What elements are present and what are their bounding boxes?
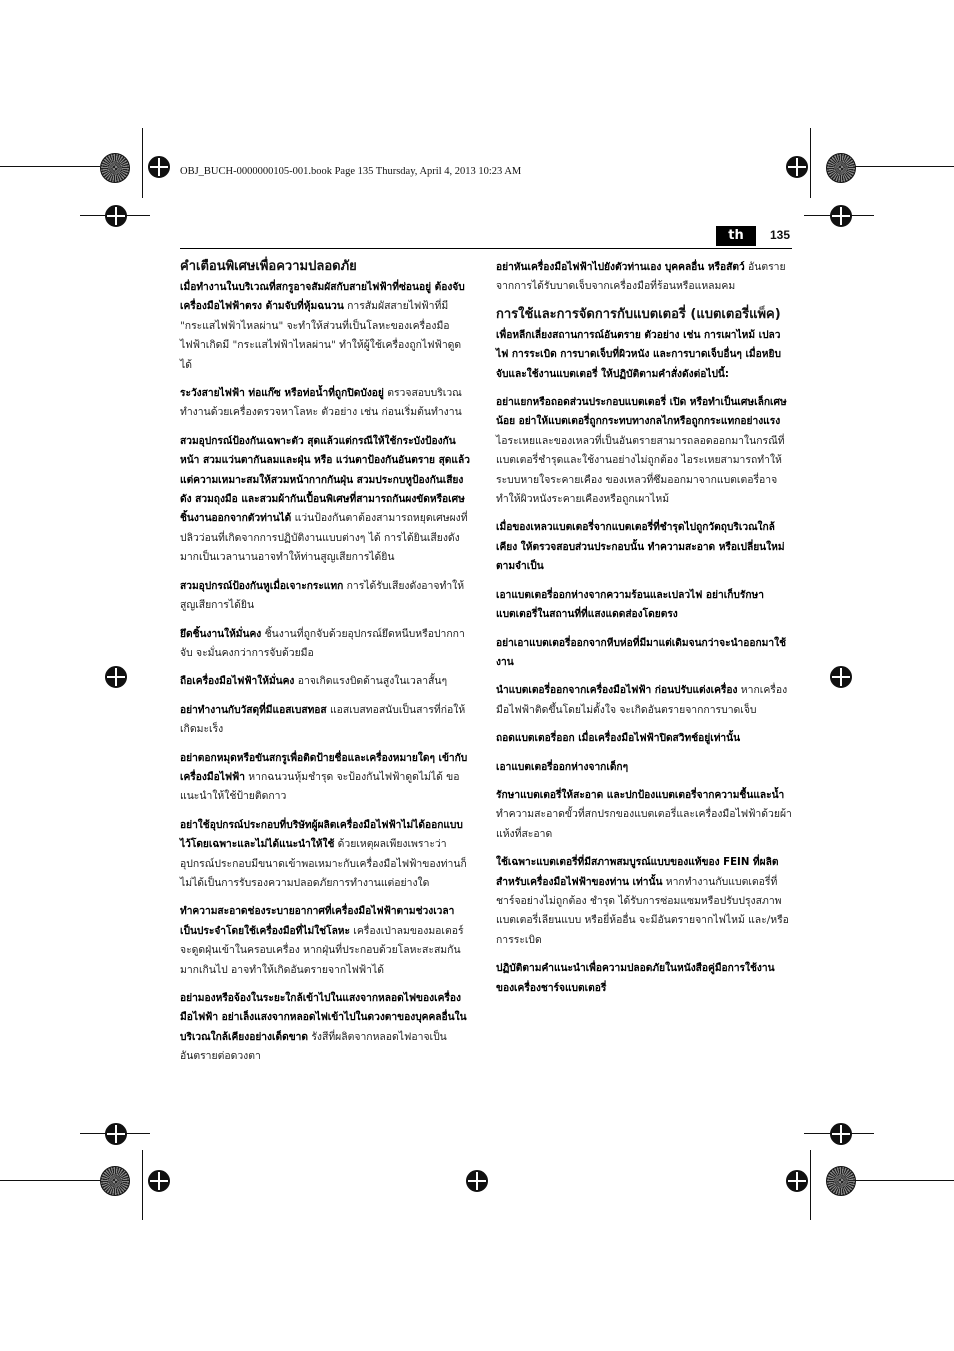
color-wheel-icon — [100, 153, 130, 183]
paragraph-text: หากทำงานกับแบตเตอรี่ที่ชาร์จอย่างไม่ถูกต้อง ชำรุด ได้รับการซ่อมแซมหรือปรับปรุงสภาพ แบตเตอรี่เลียนแบบ หรือยี่ห้ออื่น จะมีอันตรายจากไฟไหม้ และ/หรือ การระเบิด — [496, 875, 789, 946]
paragraph — [180, 672, 470, 691]
paragraph-text: ชิ้นงานที่ถูกจับด้วยอุปกรณ์ยึดหนีบหรือปากกาจับ จะมั่นคงกว่าการจับด้วยมือ — [180, 627, 465, 659]
paragraph — [180, 625, 470, 664]
crop-line — [142, 1150, 143, 1220]
paragraph — [180, 278, 470, 375]
paragraph — [180, 701, 470, 740]
paragraph-text: รังสีที่ผลิตจากหลอดไฟอาจเป็นอันตรายต่อดวงตา — [180, 1030, 447, 1063]
paragraph-bold: อย่าแยกหรือถอดส่วนประกอบแบตเตอรี่ เปิด หรือทำเป็นเศษเล็กเศษน้อย อย่าให้แบตเตอรี่ถูกกระทบทางกลไกหรือถูกกระแทกอย่างแรง — [496, 397, 787, 428]
paragraph-bold: อย่าเอาแบตเตอรี่ออกจากหีบห่อที่มีมาแต่เดิมจนกว่าจะนำออกมาใช้งาน — [496, 637, 787, 668]
left-column — [180, 258, 470, 1076]
crop-line — [0, 166, 100, 167]
paragraph-text: ด้วยเหตุผลเพียงเพราะว่าอุปกรณ์ประกอบมีขนาดเข้าพอเหมาะกับเครื่องมือไฟฟ้าของท่านก็ไม่ได้เป็นการรับรองความปลอดภัยการทำงานแต่อย่างใด — [180, 838, 467, 889]
paragraph-bold: เอาแบตเตอรี่ออกห่างจากเด็กๆ — [496, 761, 629, 773]
paragraph-bold: ถอดแบตเตอรี่ออก เมื่อเครื่องมือไฟฟ้าปิดสวิทช์อยู่เท่านั้น — [496, 733, 741, 745]
paragraph — [180, 577, 470, 616]
paragraph-text: อันตรายจากการได้รับบาดเจ็บจากเครื่องมือที่ร้อนหรือแหลมคม — [496, 261, 786, 293]
paragraph-bold: สวมอุปกรณ์ป้องกันเฉพาะตัว สุดแล้วแต่กรณีให้ใช้กระบังป้องกันหน้า สวมแว่นตากันลมและฝุ่น หรือ แว่นตาป้องกันอันตราย สุดแล้วแต่ความเหมาะสมให้สวมหน้ากากกันฝุ่น สวมประกบหูป้องกันเสียงดัง สวมถุงมือ และสวมผ้ากันเปื้อนพิเศษที่สามารถกันผงขัดหรือเศษชิ้นงานออกจากตัวท่านได้ — [180, 435, 470, 525]
paragraph-text: ทำความสะอาดขั้วที่สกปรกของแบตเตอรี่และเครื่องมือไฟฟ้าด้วยผ้าแห้งที่สะอาด — [496, 808, 792, 840]
paragraph-bold: อย่ามองหรือจ้องในระยะใกล้เข้าไปในแสงจากหลอดไฟของเครื่องมือไฟฟ้า อย่าเล็งแสงจากหลอดไฟเข้าไปในดวงตาของบุคคลอื่นในบริเวณใกล้เคียงอย่างเด็ดขาด — [180, 993, 467, 1043]
paragraph-bold: เมื่อของเหลวแบตเตอรี่จากแบตเตอรี่ที่ชำรุดไปถูกวัตถุบริเวณใกล้เคียง ให้ตรวจสอบส่วนประกอบนั้น ทำความสะอาด หรือเปลี่ยนใหม่ ตามจำเป็น — [496, 522, 785, 573]
paragraph-bold: นำแบตเตอรี่ออกจากเครื่องมือไฟฟ้า ก่อนปรับแต่งเครื่อง — [496, 685, 738, 697]
paragraph-text: ตรวจสอบบริเวณทำงานด้วยเครื่องตรวจหาโลหะ ตัวอย่าง เช่น ก่อนเริ่มต้นทำงาน — [180, 387, 462, 419]
paragraph-bold: อย่าตอกหมุดหรือขันสกรูเพื่อติดป้ายชื่อและเครื่องหมายใดๆ เข้ากับเครื่องมือไฟฟ้า — [180, 752, 468, 783]
paragraph-bold: สวมอุปกรณ์ป้องกันหูเมื่อเจาะกระแทก — [180, 580, 344, 592]
paragraph-bold: อย่าทำงานกับวัสดุที่มีแอสเบสทอส — [180, 704, 327, 716]
paragraph-text: ไอระเหยและของเหลวที่เป็นอันตรายสามารถลอดออกมาในกรณีที่แบตเตอรี่ชำรุดและใช้งานอย่างไม่ถูกต้อง ไอระเหยสามารถทำให้ระบบหายใจระคายเคือง ของเหลวที่ซึมออกมาจากแบตเตอรี่อาจทำให้ผิวหนังระคายเคืองหรือถูกเผาไหม้ — [496, 434, 785, 506]
color-wheel-icon — [826, 1166, 856, 1196]
crop-line — [854, 166, 954, 167]
paragraph-bold: ใช้เฉพาะแบตเตอรี่ที่มีสภาพสมบูรณ์แบบของแท้ของ FEIN ที่ผลิตสำหรับเครื่องมือไฟฟ้าของท่าน เท่านั้น — [496, 857, 779, 888]
paragraph-bold: อย่าหันเครื่องมือไฟฟ้าไปยังตัวท่านเอง บุคคลอื่น หรือสัตว์ — [496, 262, 745, 273]
crop-line — [810, 1150, 811, 1220]
paragraph — [180, 816, 470, 894]
paragraph — [180, 902, 470, 980]
paragraph — [496, 634, 792, 673]
paragraph — [496, 853, 792, 950]
header-rule — [180, 248, 792, 249]
paragraph — [496, 326, 792, 384]
paragraph-text: แอสเบสทอสนับเป็นสารที่ก่อให้เกิดมะเร็ง — [180, 703, 466, 736]
paragraph-text: การสัมผัสสายไฟฟ้าที่มี "กระแสไฟฟ้าไหลผ่าน" จะทำให้ส่วนที่เป็นโลหะของเครื่องมือไฟฟ้าเกิดมี "กระแสไฟฟ้าไหลผ่าน" ทำให้ผู้ใช้เครื่องถูกไฟฟ้าดูดได้ — [180, 300, 462, 371]
paragraph-text: การได้รับเสียงดังอาจทำให้สูญเสียการได้ยิน — [180, 579, 465, 612]
crop-line — [142, 128, 143, 198]
paragraph — [496, 393, 792, 509]
paragraph-bold: รักษาแบตเตอรี่ให้สะอาด และปกป้องแบตเตอรี่จากความชื้นและน้ำ — [496, 789, 785, 801]
paragraph-bold: เมื่อทำงานในบริเวณที่สกรูอาจสัมผัสกับสายไฟฟ้าที่ซ่อนอยู่ ต้องจับเครื่องมือไฟฟ้าตรง ด้ามจับที่หุ้มฉนวน — [180, 282, 465, 313]
page-number: 135 — [770, 228, 791, 242]
paragraph-bold: ทำความสะอาดช่องระบายอากาศที่เครื่องมือไฟฟ้าตามช่วงเวลาเป็นประจำโดยใช้เครื่องมือที่ไม่ใช่โลหะ — [180, 906, 455, 937]
paragraph-bold: เอาแบตเตอรี่ออกห่างจากความร้อนและเปลวไฟ อย่าเก็บรักษาแบตเตอรี่ในสถานที่ที่แสงแดดส่องโดยตรง — [496, 589, 764, 621]
paragraph — [496, 586, 792, 625]
right-column — [496, 258, 792, 1007]
paragraph-bold: ระวังสายไฟฟ้า ท่อแก๊ซ หรือท่อน้ำที่ถูกปิดบังอยู่ — [180, 388, 384, 400]
section-heading-battery: การใช้และการจัดการกับแบตเตอรี่ (แบตเตอรี่แพ็ค) — [496, 306, 781, 322]
paragraph-text: อาจเกิดแรงบิดด้านสูงในเวลาสั้นๆ — [294, 675, 448, 688]
paragraph — [180, 384, 470, 423]
paragraph-text: หากเครื่องมือไฟฟ้าติดขึ้นโดยไม่ตั้งใจ จะเกิดอันตรายจากการบาดเจ็บ — [496, 684, 788, 716]
color-wheel-icon — [826, 153, 856, 183]
paragraph-bold: อย่าใช้อุปกรณ์ประกอบที่บริษัทผู้ผลิตเครื่องมือไฟฟ้าไม่ได้ออกแบบไว้โดยเฉพาะและไม่ได้แนะนำให้ใช้ — [180, 819, 463, 851]
print-slug: OBJ_BUCH-0000000105-001.book Page 135 Thursday, April 4, 2013 10:23 AM — [180, 166, 522, 177]
safety-paragraphs — [180, 278, 470, 1067]
paragraph-text: หากฉนวนหุ้มชำรุด จะป้องกันไฟฟ้าดูดไม่ได้ ขอแนะนำให้ใช้ป้ายติดกาว — [180, 770, 460, 803]
paragraph — [496, 681, 792, 720]
paragraph — [496, 959, 792, 998]
crop-line — [0, 1180, 100, 1181]
paragraph — [180, 749, 470, 807]
color-wheel-icon — [100, 1166, 130, 1196]
paragraph-text: แว่นป้องกันตาต้องสามารถหยุดเศษผงที่ปลิวว่อนที่เกิดจากการปฏิบัติงานแบบต่างๆ ได้ การได้ยินเสียงดังมากเป็นเวลานานอาจทำให้ท่านสูญเสียการได้ยิน — [180, 512, 468, 564]
intro-paragraph — [496, 258, 792, 297]
crop-line — [854, 1180, 954, 1181]
paragraph-bold: เพื่อหลีกเลี่ยงสถานการณ์อันตราย ตัวอย่าง เช่น การเผาไหม้ เปลวไฟ การระเบิด การบาดเจ็บที่ผิวหนัง และการบาดเจ็บอื่นๆ เมื่อหยิบจับและใช้งานแบตเตอรี่ ให้ปฏิบัติตามคำสั่งดังต่อไปนี้: — [496, 329, 781, 380]
paragraph-bold: ปฏิบัติตามคำแนะนำเพื่อความปลอดภัยในหนังสือคู่มือการใช้งานของเครื่องชาร์จแบตเตอรี่ — [496, 963, 775, 994]
section-heading-safety: คำเตือนพิเศษเพื่อความปลอดภัย — [180, 259, 357, 274]
paragraph — [496, 518, 792, 576]
paragraph-bold: ยึดชิ้นงานให้มั่นคง — [180, 628, 262, 640]
paragraph — [496, 786, 792, 844]
paragraph — [180, 432, 470, 568]
paragraph — [180, 989, 470, 1067]
battery-paragraphs — [496, 326, 792, 998]
paragraph — [496, 729, 792, 748]
paragraph — [496, 758, 792, 777]
crop-line — [810, 128, 811, 198]
paragraph-bold: ถือเครื่องมือไฟฟ้าให้มั่นคง — [180, 676, 295, 688]
language-badge: th — [716, 226, 756, 246]
paragraph-text: เครื่องเป่าลมของมอเตอร์จะดูดฝุ่นเข้าในครอบเครื่อง หากฝุ่นที่ประกอบด้วยโลหะสะสมกันมากเกินไป อาจทำให้เกิดอันตรายจากไฟฟ้าได้ — [180, 924, 464, 976]
